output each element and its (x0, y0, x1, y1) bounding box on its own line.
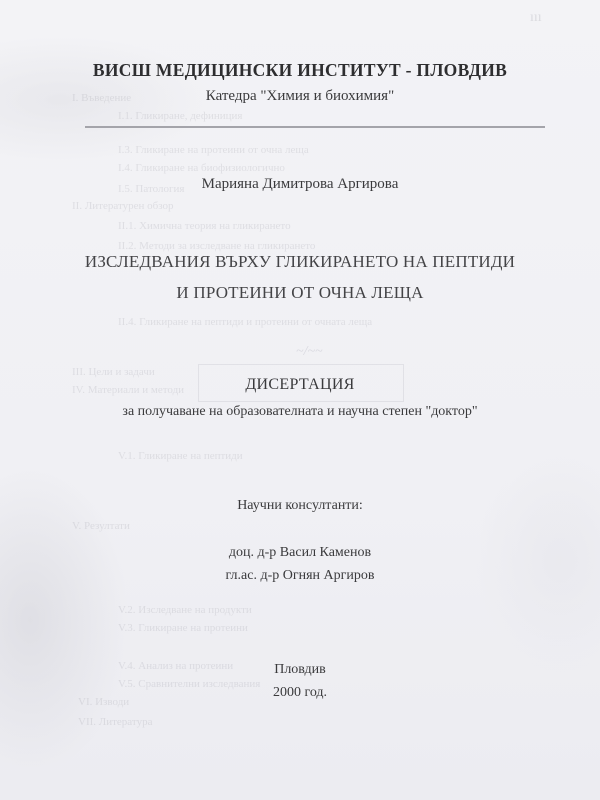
degree-statement: за получаване на образователната и научна степен "доктор" (122, 404, 478, 419)
bleed-text: V.4. Анализ на протеини (118, 660, 234, 672)
page-corner-mark: ııı (530, 10, 542, 25)
bleed-text: I.1. Гликиране, дефиниция (118, 110, 243, 122)
bleed-text: III. Цели и задачи (72, 366, 155, 378)
year: 2000 год. (272, 685, 328, 700)
bleed-text: II. Литературен обзор (72, 200, 174, 212)
document-type: ДИСЕРТАЦИЯ (245, 376, 355, 393)
bleed-text: V.1. Гликиране на пептиди (118, 450, 243, 462)
bleed-text: I.3. Гликиране на протеини от очна леща (118, 144, 309, 156)
dissertation-title-line-1: ИЗСЛЕДВАНИЯ ВЪРХУ ГЛИКИРАНЕТО НА ПЕПТИДИ (84, 252, 516, 271)
bleed-text: IV. Материали и методи (72, 384, 185, 396)
bleed-text: V.2. Изследване на продукти (118, 604, 252, 616)
institute-heading: ВИСШ МЕДИЦИНСКИ ИНСТИТУТ - ПЛОВДИВ (92, 60, 508, 80)
bleed-text: II.4. Гликиране на пептиди и протеини от очната леща (118, 316, 373, 328)
author-name: Марияна Димитрова Аргирова (201, 176, 399, 192)
bleed-text: I.5. Патология (118, 183, 185, 195)
bleed-text: II.1. Химична теория на гликирането (118, 220, 291, 232)
bleed-text: II.2. Методи за изследване на гликирането (118, 240, 316, 252)
city: Пловдив (274, 662, 326, 677)
bleed-text: VI. Изводи (78, 696, 130, 708)
department-name: Катедра "Химия и биохимия" (205, 88, 395, 104)
bleed-signature: ~/~~ (296, 344, 323, 359)
bleed-text: V.5. Сравнителни изследвания (118, 678, 261, 690)
bleed-text: I.4. Гликиране на биофизиологично (118, 162, 285, 174)
bleed-text: I. Въведение (72, 92, 132, 104)
bleed-text: VII. Литература (78, 716, 153, 728)
consultants-label: Научни консултанти: (237, 498, 363, 513)
consultant-name: доц. д-р Васил Каменов (228, 545, 372, 560)
bleed-text: V. Резултати (72, 520, 130, 532)
dissertation-title-line-2: И ПРОТЕИНИ ОТ ОЧНА ЛЕЩА (176, 283, 424, 302)
bleed-text: V.3. Гликиране на протеини (118, 622, 248, 634)
horizontal-rule (85, 126, 545, 128)
consultant-name: гл.ас. д-р Огнян Аргиров (225, 568, 375, 583)
